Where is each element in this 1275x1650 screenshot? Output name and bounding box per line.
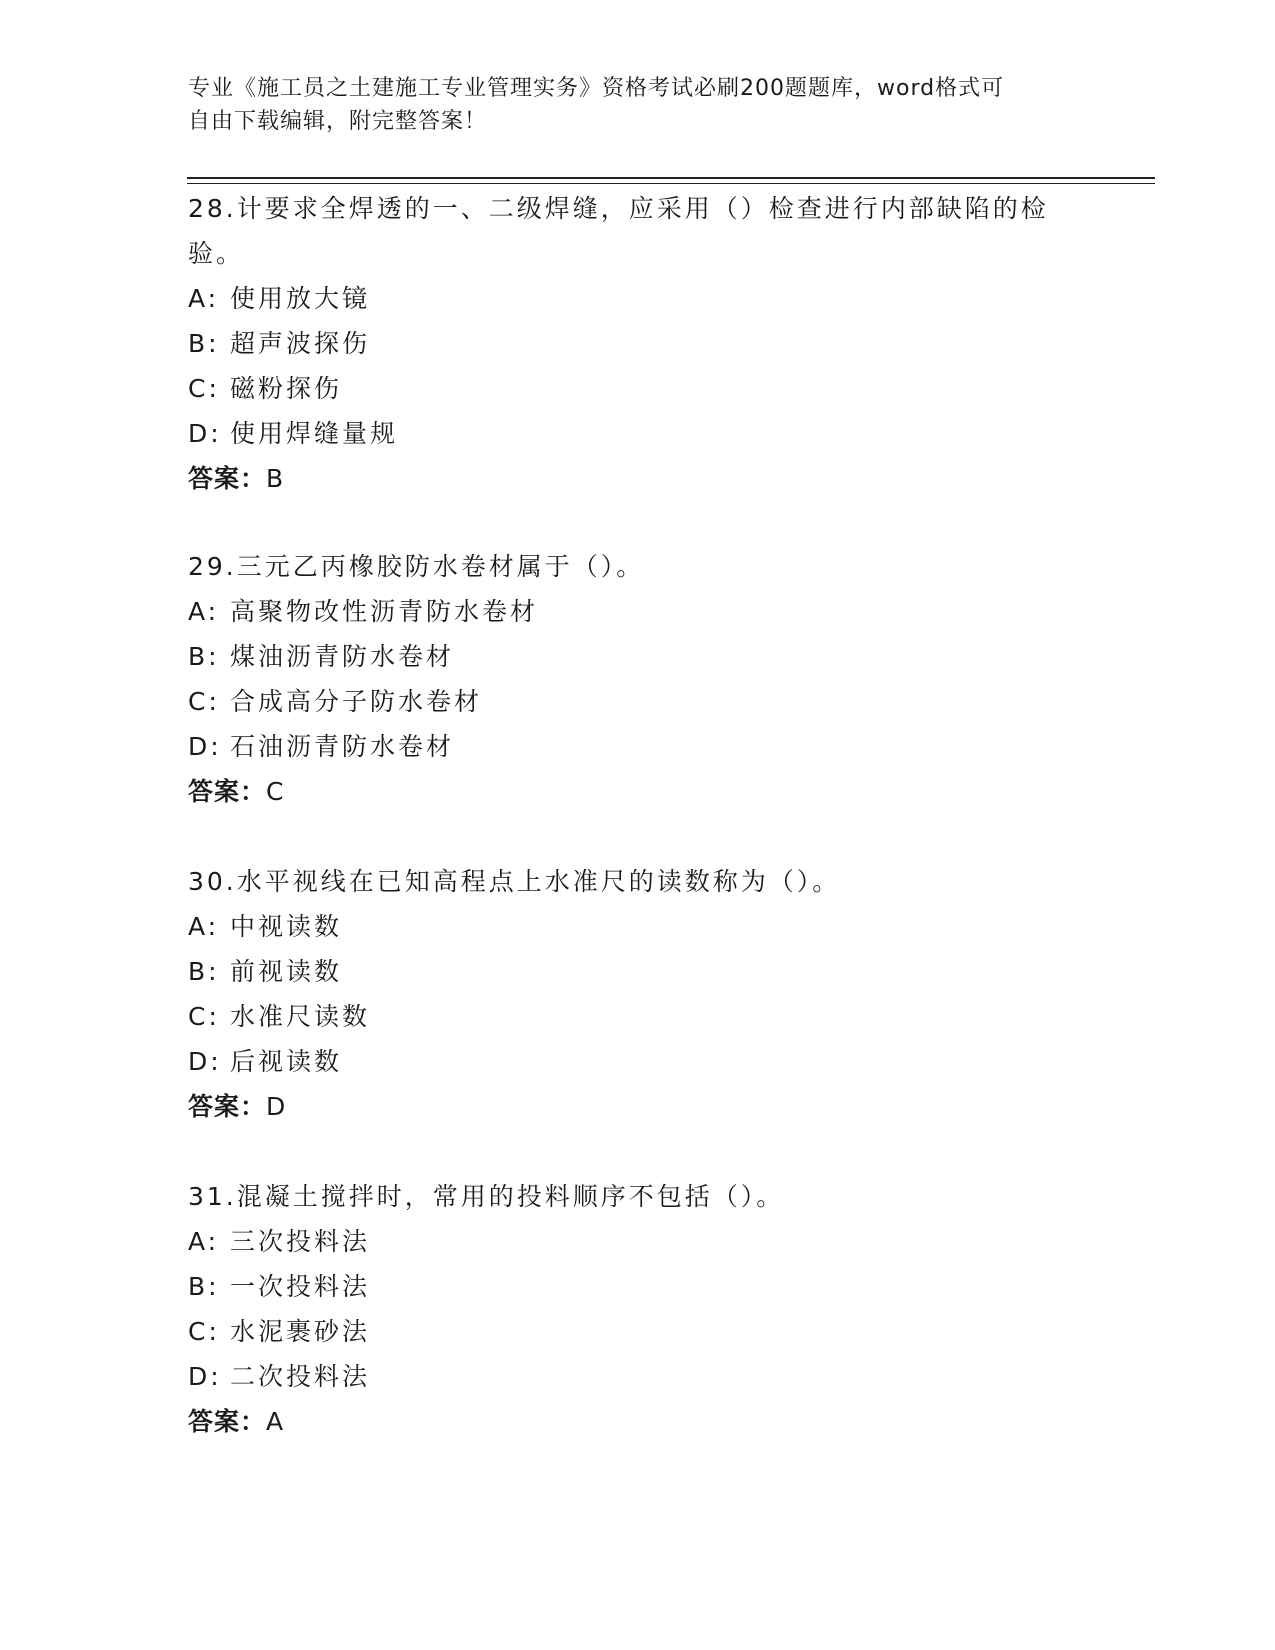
option-a [188,904,1088,949]
question-stem: 30.水平视线在已知高程点上水准尺的读数称为（）。 [188,867,841,896]
option-text: 磁粉探伤 [230,374,343,403]
question-stem: 31.混凝土搅拌时，常用的投料顺序不包括（）。 [188,1182,785,1211]
option-key: C: [188,1002,220,1031]
option-text: 使用放大镜 [230,284,371,313]
option-b [188,949,1088,994]
option-b [188,321,1088,366]
option-a [188,276,1088,321]
option-key: C: [188,687,220,716]
option-text: 超声波探伤 [230,329,371,358]
question-stem: 29.三元乙丙橡胶防水卷材属于（）。 [188,552,645,581]
option-text: 一次投料法 [230,1272,371,1301]
answer-value: C [266,777,285,806]
option-c [188,366,1088,411]
option-text: 合成高分子防水卷材 [230,687,483,716]
question-31 [188,1174,1088,1444]
option-d [188,1039,1088,1084]
option-key: C: [188,1317,220,1346]
answer-line [188,769,1088,814]
option-a [188,589,1088,634]
option-text: 二次投料法 [230,1362,371,1391]
question-30 [188,859,1088,1129]
answer-value: B [266,464,285,493]
option-text: 水泥裹砂法 [230,1317,371,1346]
header-divider-thick [187,177,1155,179]
option-text: 高聚物改性沥青防水卷材 [230,597,539,626]
option-text: 使用焊缝量规 [230,419,399,448]
option-d [188,724,1088,769]
answer-label: 答案： [188,777,267,806]
option-key: D: [188,732,222,761]
header-line-1: 专业《施工员之土建施工专业管理实务》资格考试必刷200题题库，word格式可 [188,76,1005,101]
answer-label: 答案： [188,1407,267,1436]
option-b [188,1264,1088,1309]
option-key: A: [188,597,220,626]
option-a [188,1219,1088,1264]
option-text: 前视读数 [230,957,343,986]
option-key: A: [188,284,220,313]
option-key: B: [188,957,220,986]
option-text: 煤油沥青防水卷材 [230,642,455,671]
option-key: B: [188,642,220,671]
answer-line [188,456,1088,501]
option-b [188,634,1088,679]
option-key: D: [188,1362,222,1391]
header-divider-thin [187,183,1155,184]
answer-line [188,1084,1088,1129]
option-key: D: [188,1047,222,1076]
question-28 [188,186,1088,501]
answer-line [188,1399,1088,1444]
option-text: 后视读数 [230,1047,343,1076]
option-key: A: [188,1227,220,1256]
option-key: B: [188,1272,220,1301]
option-key: C: [188,374,220,403]
option-key: D: [188,419,222,448]
answer-value: A [266,1407,285,1436]
option-c [188,679,1088,724]
option-c [188,1309,1088,1354]
question-29 [188,544,1088,814]
option-key: A: [188,912,220,941]
option-text: 中视读数 [230,912,343,941]
question-stem: 28.计要求全焊透的一、二级焊缝，应采用（）检查进行内部缺陷的检 [188,194,1049,223]
answer-label: 答案： [188,1092,267,1121]
option-text: 石油沥青防水卷材 [230,732,455,761]
document-header [188,72,1088,138]
header-line-2: 自由下载编辑，附完整答案！ [188,109,488,134]
option-key: B: [188,329,220,358]
option-d [188,411,1088,456]
answer-value: D [266,1092,287,1121]
option-c [188,994,1088,1039]
question-stem-continued: 验。 [188,239,245,268]
answer-label: 答案： [188,464,267,493]
option-d [188,1354,1088,1399]
option-text: 三次投料法 [230,1227,371,1256]
option-text: 水准尺读数 [230,1002,371,1031]
